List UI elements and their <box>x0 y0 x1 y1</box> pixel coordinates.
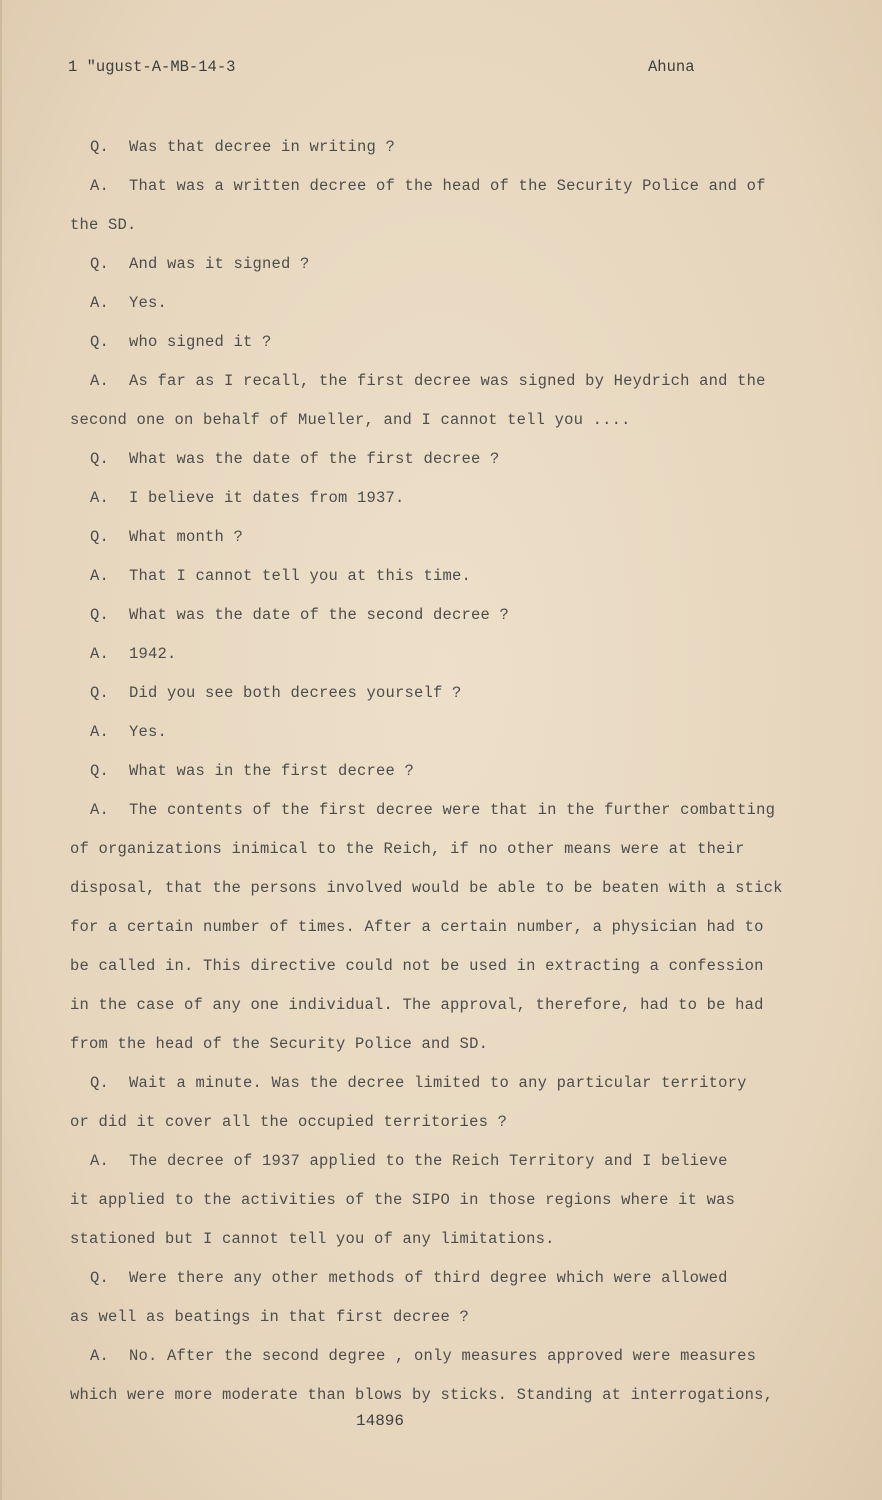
transcript-line <box>2 908 882 947</box>
speaker-label: A. <box>90 567 110 585</box>
transcript-line <box>2 440 882 479</box>
transcript-line <box>2 401 882 440</box>
line-text: I believe it dates from 1937. <box>129 489 405 507</box>
transcript-line <box>2 1181 882 1220</box>
continuation-text: second one on behalf of Mueller, and I cannot tell you .... <box>70 411 631 429</box>
line-text: What was the date of the first decree ? <box>129 450 500 468</box>
transcript-line <box>2 167 882 206</box>
speaker-label: Q. <box>90 1269 110 1287</box>
line-text: What was the date of the second decree ? <box>129 606 510 624</box>
transcript-line <box>2 323 882 362</box>
transcript-line <box>2 1259 882 1298</box>
transcript-line <box>2 479 882 518</box>
transcript-line <box>2 128 882 167</box>
line-text: 1942. <box>129 645 177 663</box>
transcript-line <box>2 206 882 245</box>
speaker-label: Q. <box>90 1074 110 1092</box>
speaker-label: A. <box>90 489 110 507</box>
line-text: The decree of 1937 applied to the Reich Territory and I believe <box>129 1152 728 1170</box>
speaker-label: Q. <box>90 528 110 546</box>
line-text: Yes. <box>129 294 168 312</box>
speaker-label: Q. <box>90 684 110 702</box>
transcript-line <box>2 674 882 713</box>
continuation-text: be called in. This directive could not be used in extracting a confession <box>70 957 764 975</box>
line-text: No. After the second degree , only measures approved were measures <box>129 1347 757 1365</box>
transcript-line <box>2 245 882 284</box>
transcript-line <box>2 635 882 674</box>
continuation-text: in the case of any one individual. The approval, therefore, had to be had <box>70 996 764 1014</box>
transcript-line <box>2 284 882 323</box>
transcript-line <box>2 1337 882 1376</box>
line-text: As far as I recall, the first decree was signed by Heydrich and the <box>129 372 766 390</box>
transcript-line <box>2 1064 882 1103</box>
line-text: Yes. <box>129 723 168 741</box>
continuation-text: the SD. <box>70 216 137 234</box>
line-text: That was a written decree of the head of the Security Police and of <box>129 177 766 195</box>
transcript-body <box>2 128 882 1415</box>
transcript-line <box>2 830 882 869</box>
transcript-line <box>2 1025 882 1064</box>
transcript-line <box>2 518 882 557</box>
header-reference: 1 "ugust-A-MB-14-3 <box>68 58 236 76</box>
speaker-label: A. <box>90 1347 110 1365</box>
line-text: who signed it ? <box>129 333 272 351</box>
speaker-label: Q. <box>90 450 110 468</box>
line-text: Wait a minute. Was the decree limited to any particular territory <box>129 1074 747 1092</box>
continuation-text: or did it cover all the occupied territories ? <box>70 1113 508 1131</box>
speaker-label: A. <box>90 645 110 663</box>
line-text: Was that decree in writing ? <box>129 138 396 156</box>
continuation-text: of organizations inimical to the Reich, if no other means were at their <box>70 840 745 858</box>
line-text: The contents of the first decree were that in the further combatting <box>129 801 776 819</box>
page-header <box>68 58 702 76</box>
speaker-label: A. <box>90 372 110 390</box>
transcript-line <box>2 791 882 830</box>
line-text: And was it signed ? <box>129 255 310 273</box>
transcript-line <box>2 752 882 791</box>
speaker-label: A. <box>90 1152 110 1170</box>
transcript-line <box>2 1103 882 1142</box>
continuation-text: from the head of the Security Police and SD. <box>70 1035 489 1053</box>
continuation-text: which were more moderate than blows by sticks. Standing at interrogations, <box>70 1386 774 1404</box>
transcript-line <box>2 869 882 908</box>
speaker-label: Q. <box>90 138 110 156</box>
transcript-line <box>2 1376 882 1415</box>
continuation-text: for a certain number of times. After a certain number, a physician had to <box>70 918 764 936</box>
speaker-label: Q. <box>90 762 110 780</box>
transcript-line <box>2 986 882 1025</box>
transcript-line <box>2 1142 882 1181</box>
speaker-label: A. <box>90 294 110 312</box>
page-number: 14896 <box>356 1412 405 1430</box>
line-text: That I cannot tell you at this time. <box>129 567 472 585</box>
speaker-label: Q. <box>90 333 110 351</box>
transcript-line <box>2 557 882 596</box>
speaker-label: Q. <box>90 606 110 624</box>
transcript-line <box>2 713 882 752</box>
transcript-line <box>2 947 882 986</box>
line-text: What was in the first decree ? <box>129 762 415 780</box>
transcript-line <box>2 1298 882 1337</box>
speaker-label: Q. <box>90 255 110 273</box>
speaker-label: A. <box>90 801 110 819</box>
line-text: Were there any other methods of third degree which were allowed <box>129 1269 728 1287</box>
transcript-line <box>2 362 882 401</box>
continuation-text: disposal, that the persons involved would be able to be beaten with a stick <box>70 879 783 897</box>
continuation-text: as well as beatings in that first decree ? <box>70 1308 470 1326</box>
line-text: Did you see both decrees yourself ? <box>129 684 462 702</box>
transcript-line <box>2 1220 882 1259</box>
line-text: What month ? <box>129 528 244 546</box>
speaker-label: A. <box>90 177 110 195</box>
speaker-label: A. <box>90 723 110 741</box>
continuation-text: it applied to the activities of the SIPO in those regions where it was <box>70 1191 736 1209</box>
transcript-line <box>2 596 882 635</box>
header-witness-name: Ahuna <box>648 58 695 76</box>
continuation-text: stationed but I cannot tell you of any limitations. <box>70 1230 555 1248</box>
